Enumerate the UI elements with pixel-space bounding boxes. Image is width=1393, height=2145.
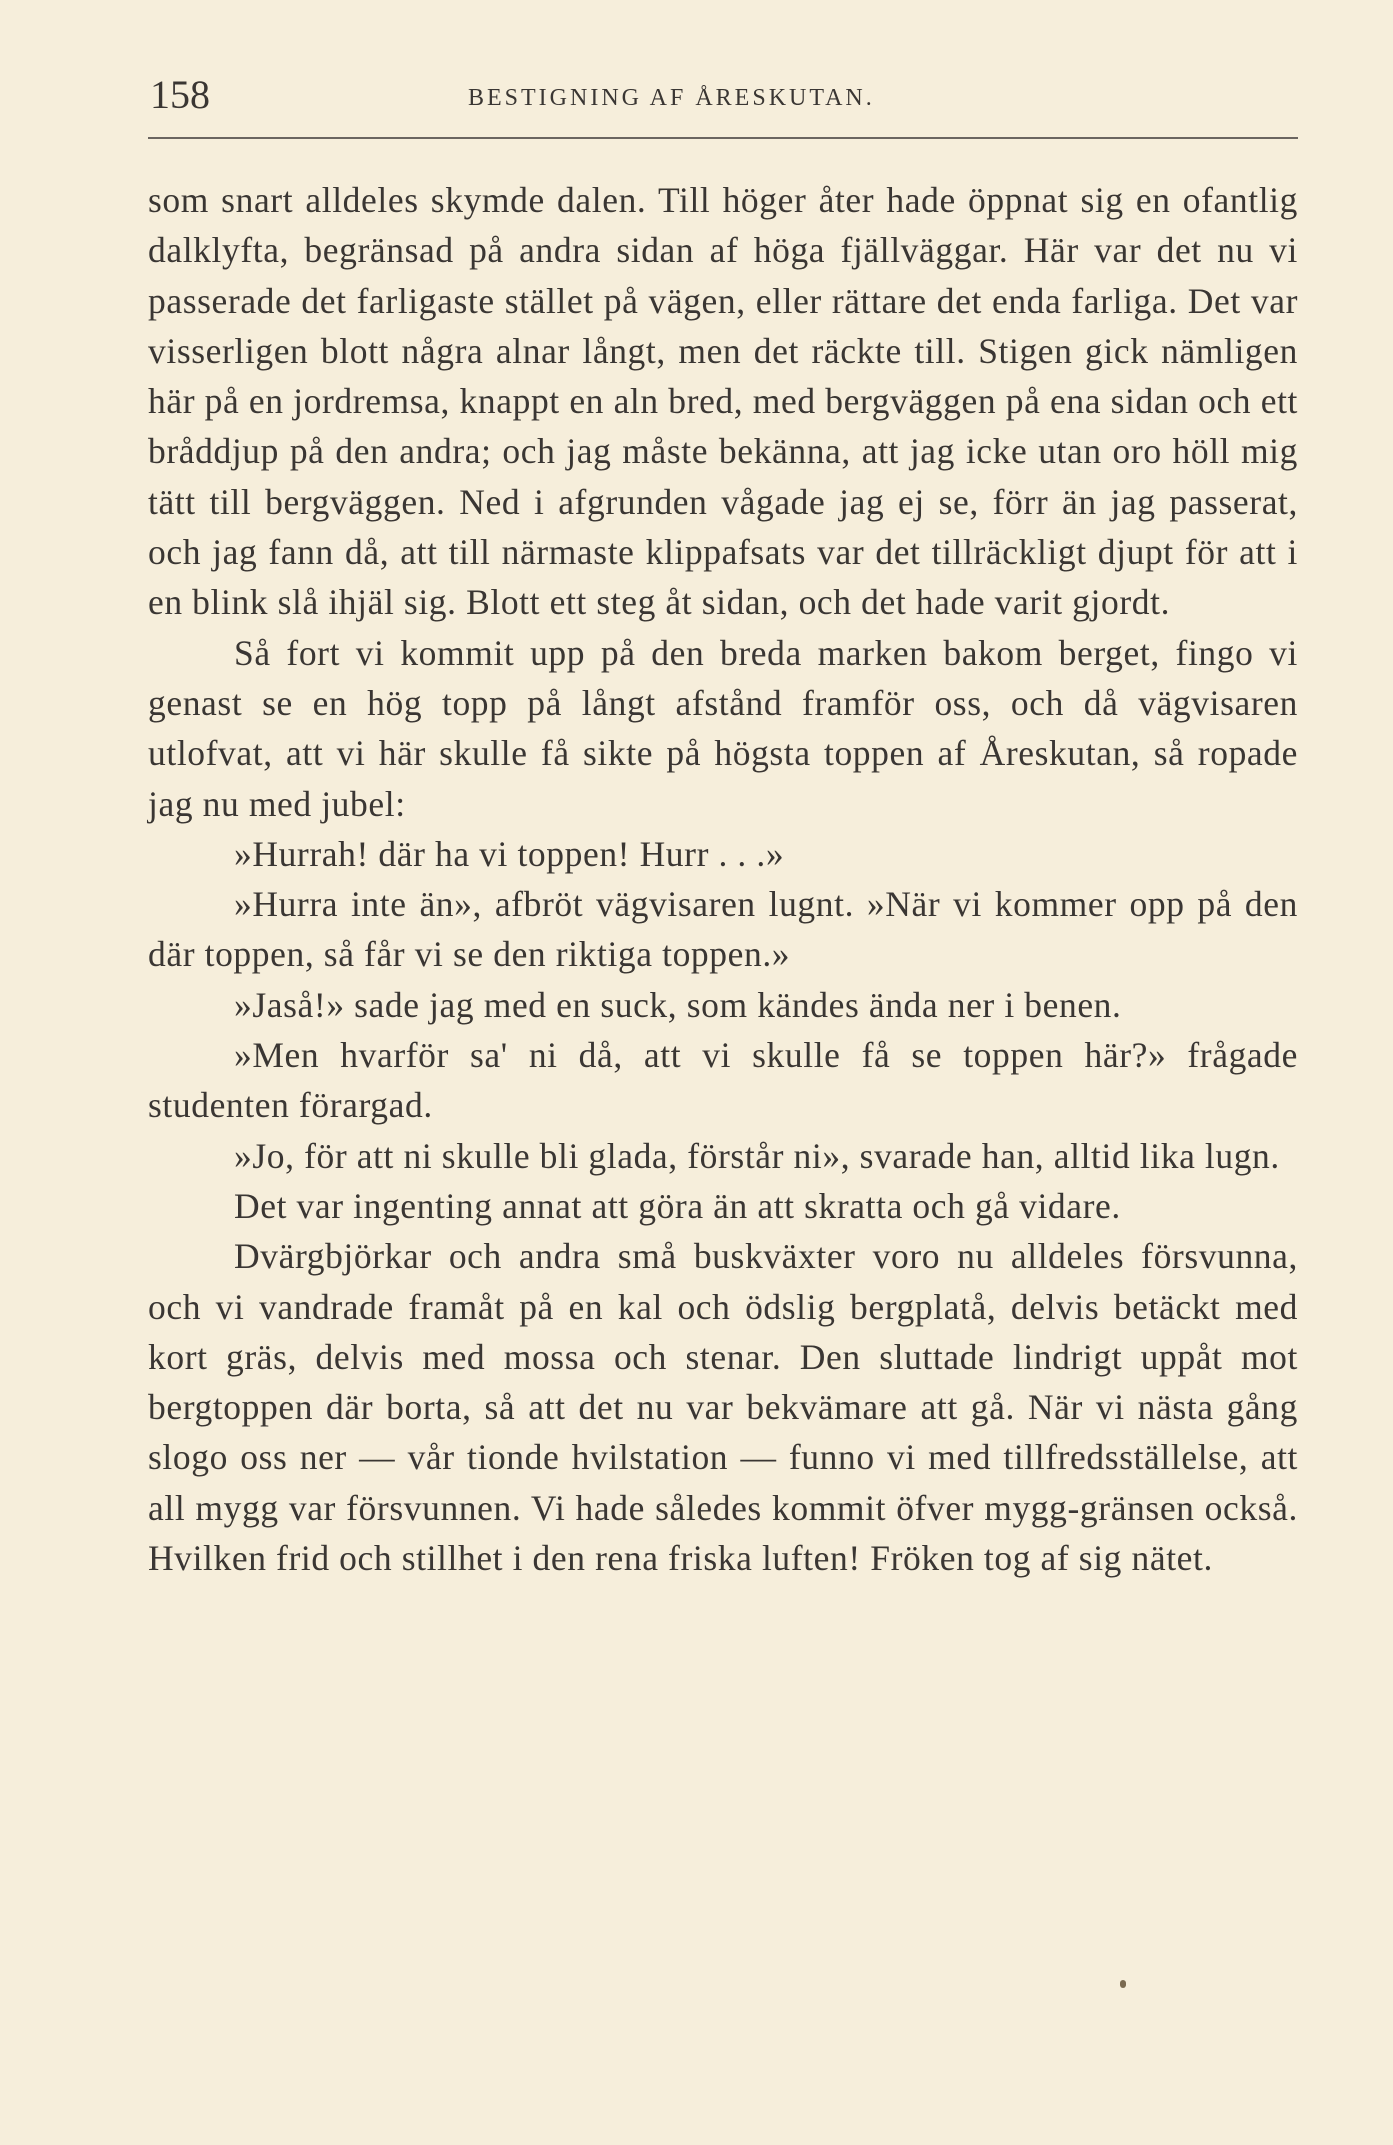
paragraph: »Jo, för att ni skulle bli glada, förstår ni», svarade han, alltid lika lugn. [234,1135,1280,1176]
running-title: BESTIGNING AF ÅRESKUTAN. [468,85,875,111]
header-rule [148,137,1298,139]
paragraph: Dvärgbjörkar och andra små buskväxter voro nu alldeles försvunna, och vi vandrade framåt på en kal och ödslig bergplatå, delvis betäckt med kort gräs, delvis med mossa och stenar. Den sluttade lindrigt uppåt mot bergtoppen där borta, så att det nu var bekvämare att gå. När vi nästa gång slogo oss ner — vår tionde hvilstation — funno vi med tillfredsställelse, att all mygg var försvunnen. Vi hade således kommit öfver mygg-gränsen också. Hvilken frid och stillhet i den rena friska luften! Fröken tog af sig nätet. [148,1236,1298,1579]
body-text [148,175,1298,1583]
paragraph: Det var ingenting annat att göra än att skratta och gå vidare. [234,1185,1121,1226]
paragraph: Så fort vi kommit upp på den breda marken bakom berget, fingo vi genast se en hög topp på långt afstånd framför oss, och då vägvisaren utlofvat, att vi här skulle få sikte på högsta toppen af Åreskutan, så ropade jag nu med jubel: [148,632,1298,824]
paragraph: »Hurra inte än», afbröt vägvisaren lugnt. »När vi kommer opp på den där toppen, så får vi se den riktiga toppen.» [148,884,1298,975]
page-number: 158 [150,72,210,117]
paragraph: »Hurrah! där ha vi toppen! Hurr . . .» [234,833,785,874]
paragraph: som snart alldeles skymde dalen. Till höger åter hade öppnat sig en ofantlig dalklyfta, begränsad på andra sidan af höga fjällväggar. Här var det nu vi passerade det farligaste stället på vägen, eller rättare det enda farliga. Det var visserligen blott några alnar långt, men det räckte till. Stigen gick nämligen här på en jordremsa, knappt en aln bred, med bergväggen på ena sidan och ett bråddjup på den andra; och jag måste bekänna, att jag icke utan oro höll mig tätt till bergväggen. Ned i afgrunden vågade jag ej se, förr än jag passerat, och jag fann då, att till närmaste klippafsats var det tillräckligt djupt för att i en blink slå ihjäl sig. Blott ett steg åt sidan, och det hade varit gjordt. [148,180,1298,623]
paragraph: »Jaså!» sade jag med en suck, som kändes ända ner i benen. [234,984,1122,1025]
paper-speck [1120,1980,1126,1988]
running-head [150,70,1295,120]
paragraph: »Men hvarför sa' ni då, att vi skulle få se toppen här?» frågade studenten förargad. [148,1035,1298,1126]
